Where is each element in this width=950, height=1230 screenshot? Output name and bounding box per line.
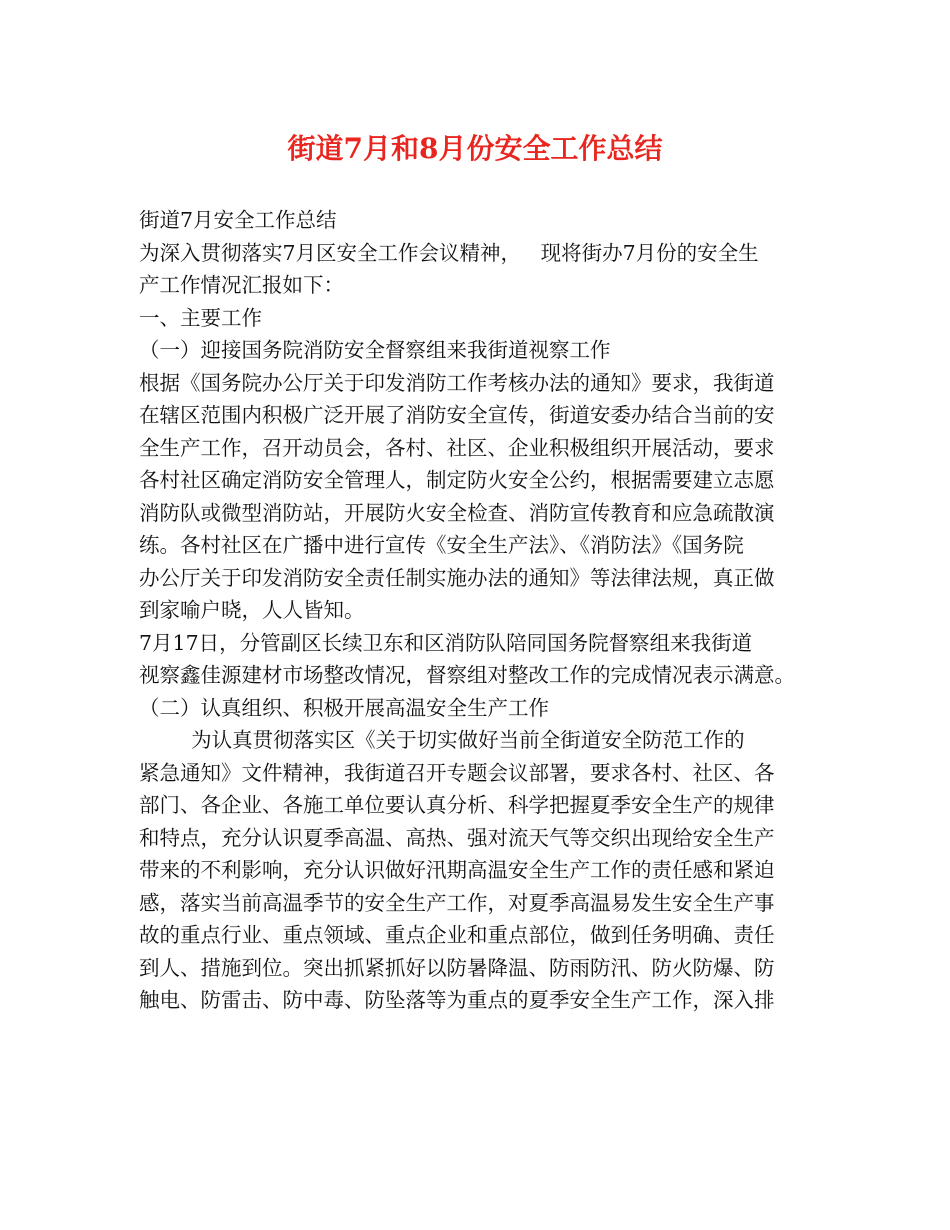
text-line: 消防队或微型消防站，开展防火安全检查、消防宣传教育和应急疏散演: [139, 500, 775, 525]
text-line: 产工作情况汇报如下：: [139, 273, 344, 297]
text-line: 全生产工作，召开动员会，各村、社区、企业积极组织开展活动，要求: [139, 435, 775, 460]
text-line: 故的重点行业、重点领域、重点企业和重点部位，做到任务明确、责任: [139, 923, 775, 947]
text-line: 部门、各企业、各施工单位要认真分析、科学把握夏季安全生产的规律: [139, 793, 775, 817]
text-line: 办公厅关于印发消防安全责任制实施办法的通知》等法律法规，真正做: [139, 565, 775, 590]
text-line: 为深入贯彻落实7月区安全工作会议精神， 现将街办7月份的安全生: [139, 240, 759, 265]
text-line: 各村社区确定消防安全管理人，制定防火安全公约，根据需要建立志愿: [139, 468, 775, 492]
text-line: 一、主要工作: [139, 305, 262, 330]
text-line: 到人、措施到位。突出抓紧抓好以防暑降温、防雨防汛、防火防爆、防: [139, 955, 775, 980]
document-title: 街道7月和8月份安全工作总结: [287, 132, 663, 165]
text-line: 练。各村社区在广播中进行宣传《安全生产法》、《消防法》《国务院: [139, 533, 744, 557]
text-line: （一）迎接国务院消防安全督察组来我街道视察工作: [139, 338, 611, 362]
text-line: 7月17日，分管副区长续卫东和区消防队陪同国务院督察组来我街道: [139, 630, 753, 655]
text-line: 街道7月安全工作总结: [139, 208, 337, 232]
text-line: 为认真贯彻落实区《关于切实做好当前全街道安全防范工作的: [139, 728, 745, 752]
text-line: 到家喻户晓，人人皆知。: [139, 598, 365, 622]
document-body: [139, 204, 819, 1017]
text-line: （二）认真组织、积极开展高温安全生产工作: [139, 695, 549, 720]
text-line: 紧急通知》文件精神，我街道召开专题会议部署，要求各村、社区、各: [139, 760, 775, 785]
text-line: 在辖区范围内积极广泛开展了消防安全宣传，街道安委办结合当前的安: [139, 403, 775, 427]
text-line: 感，落实当前高温季节的安全生产工作，对夏季高温易发生安全生产事: [139, 890, 775, 915]
text-line: 带来的不利影响，充分认识做好汛期高温安全生产工作的责任感和紧迫: [139, 858, 775, 882]
text-line: 根据《国务院办公厅关于印发消防工作考核办法的通知》要求，我街道: [139, 370, 775, 395]
text-line: 视察鑫佳源建材市场整改情况，督察组对整改工作的完成情况表示满意。: [139, 663, 795, 687]
text-line: 触电、防雷击、防中毒、防坠落等为重点的夏季安全生产工作，深入排: [139, 988, 775, 1012]
text-line: 和特点，充分认识夏季高温、高热、强对流天气等交织出现给安全生产: [139, 825, 775, 850]
